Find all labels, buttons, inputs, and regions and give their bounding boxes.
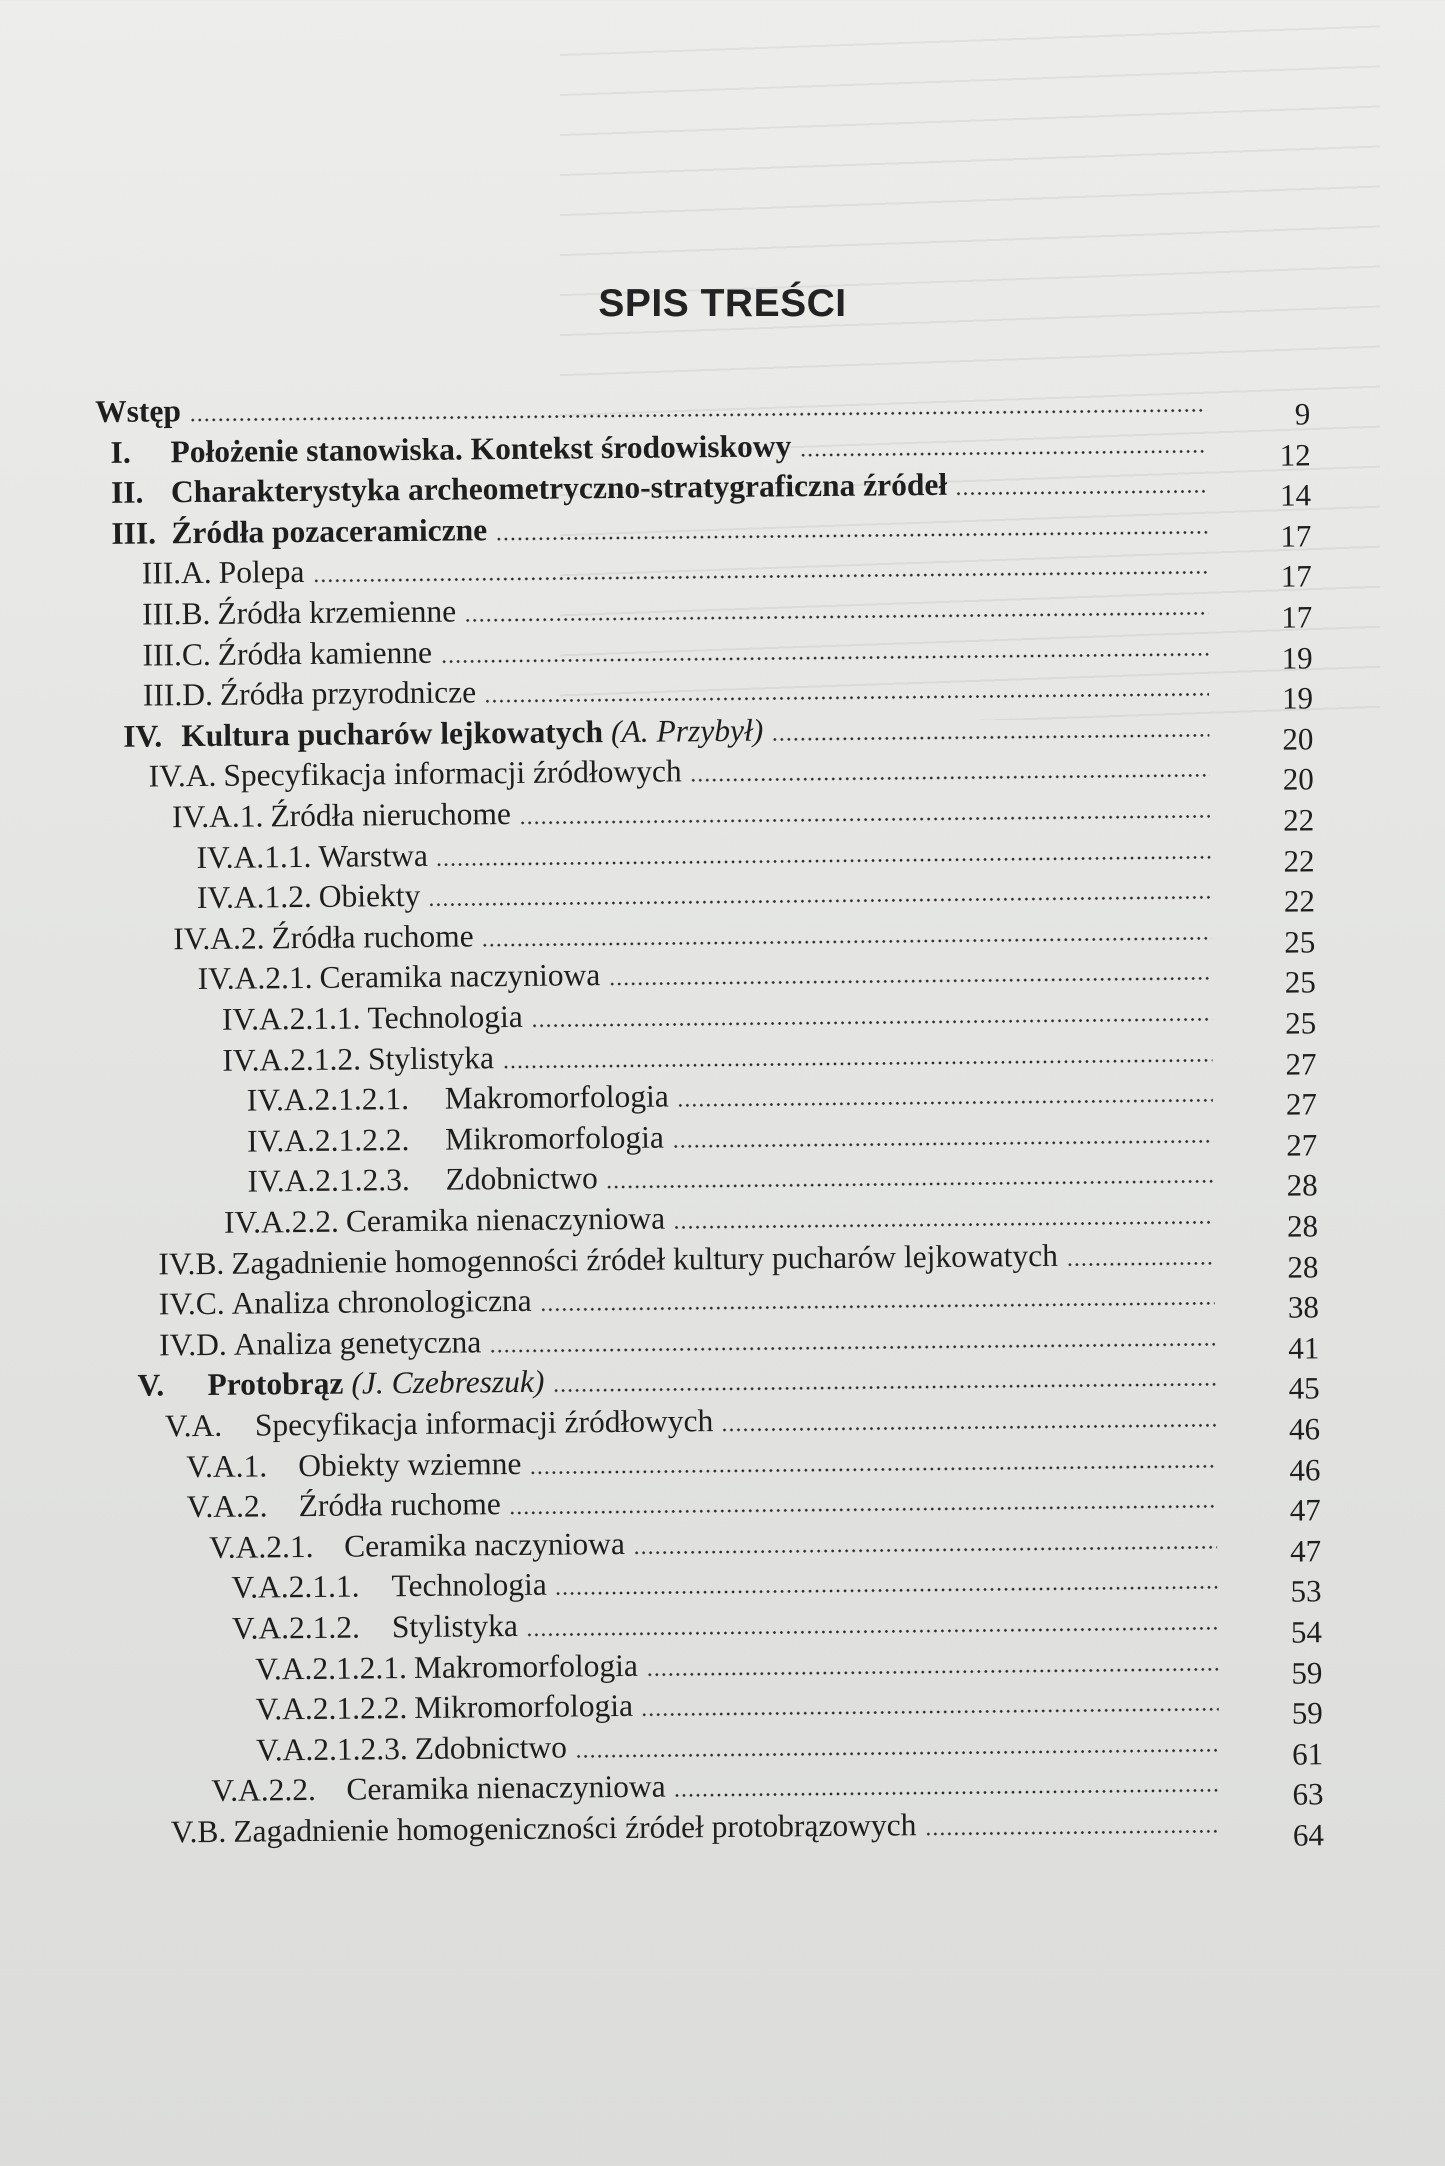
toc-entry-title: Technologia — [367, 998, 523, 1036]
dot-leader — [484, 693, 1209, 704]
toc-entry-label — [247, 1077, 669, 1121]
toc-entry-label — [255, 1686, 633, 1730]
dot-leader — [674, 1789, 1220, 1798]
dot-leader — [552, 1383, 1215, 1393]
toc-page-number: 28 — [1287, 1248, 1319, 1285]
toc-page-number: 28 — [1286, 1167, 1318, 1203]
toc-entry-title: Zdobnictwo — [414, 1729, 568, 1766]
toc-page-number: 27 — [1286, 1127, 1318, 1163]
toc-entry-label — [186, 1444, 521, 1487]
dot-leader — [672, 1139, 1213, 1148]
toc-page-number: 27 — [1285, 1045, 1317, 1082]
toc-entry-label — [143, 673, 477, 716]
dot-leader — [526, 1626, 1218, 1637]
dot-leader — [924, 1829, 1219, 1836]
dot-leader — [189, 408, 1206, 422]
toc-entry-title: Mikromorfologia — [414, 1688, 634, 1726]
toc-entry-label — [187, 1484, 501, 1527]
toc-page-number: 14 — [1279, 477, 1312, 513]
toc-entry-title: Wstęp — [95, 393, 182, 429]
toc-page-number: 46 — [1288, 1411, 1321, 1447]
toc-entry-number: IV.A.2.1.2.3. — [247, 1162, 410, 1199]
toc-entry-title: Zagadnienie homogeniczności źródeł protobrązowych — [233, 1807, 917, 1849]
toc-entry-title: Polepa — [218, 554, 305, 591]
toc-entry-number: IV.A.1.2. — [196, 879, 312, 916]
toc-entry-label — [172, 794, 511, 837]
dot-leader — [540, 1301, 1215, 1311]
toc-entry-title: Obiekty — [318, 878, 421, 915]
toc-entry-title: Źródła ruchome — [271, 918, 474, 956]
toc-entry-number: IV.A.1. — [171, 798, 264, 835]
toc-page-number: 38 — [1287, 1289, 1320, 1325]
toc-entry-number: V.A. — [164, 1407, 223, 1444]
toc-entry-title: Analiza genetyczna — [233, 1324, 482, 1362]
toc-entry-number: IV.C. — [158, 1285, 225, 1322]
toc-entry-title: Ceramika nienaczyniowa — [346, 1768, 666, 1808]
page-title: SPIS TREŚCI — [598, 282, 847, 325]
toc-entry-number: IV.A.1.1. — [196, 838, 312, 875]
dot-leader — [313, 571, 1208, 584]
toc-entry-title: Źródła kamienne — [217, 634, 433, 672]
dot-leader — [677, 1098, 1213, 1107]
toc-entry-title: Ceramika nienaczyniowa — [345, 1200, 666, 1239]
dot-leader — [440, 652, 1208, 663]
toc-page-number: 17 — [1281, 599, 1313, 635]
toc-entry-label — [197, 876, 421, 918]
toc-entry-title: Technologia — [391, 1567, 547, 1604]
toc-entry-label — [173, 916, 474, 959]
toc-entry-title: Zdobnictwo — [445, 1160, 598, 1198]
toc-entry-title: Makromorfologia — [444, 1078, 669, 1116]
toc-entry-number: V. — [137, 1367, 165, 1404]
dot-leader — [436, 855, 1211, 866]
toc-entry-title: Źródła pozaceramiczne — [171, 512, 488, 551]
toc-entry-label — [95, 391, 181, 432]
dot-leader — [555, 1586, 1218, 1596]
toc-entry-title: Mikromorfologia — [445, 1119, 665, 1157]
dot-leader — [529, 1464, 1216, 1475]
dot-leader — [771, 733, 1209, 741]
table-of-contents — [0, 379, 1445, 1953]
toc-entry-author: (A. Przybył) — [610, 712, 764, 749]
dot-leader — [531, 1017, 1212, 1028]
dot-leader — [673, 1220, 1214, 1229]
toc-entry-title: Zagadnienie homogenności źródeł kultury pucharów lejkowatych — [231, 1237, 1059, 1281]
toc-entry-label — [222, 997, 523, 1040]
toc-entry-title: Stylistyka — [391, 1607, 519, 1645]
toc-entry-number: IV.A.2.1.1. — [221, 1000, 361, 1037]
toc-entry-number: IV.A.2.1.2.2. — [247, 1121, 410, 1159]
toc-entry-label — [159, 1322, 482, 1365]
toc-entry-title: Charakterystyka archeometryczno-stratygraficzna źródeł — [170, 467, 948, 510]
dot-leader — [690, 774, 1210, 783]
toc-page-number: 17 — [1280, 558, 1312, 595]
toc-entry-label — [232, 1606, 518, 1649]
toc-entry-title: Kultura pucharów lejkowatych — [181, 713, 604, 753]
toc-page-number: 54 — [1290, 1614, 1323, 1650]
dot-leader — [641, 1707, 1219, 1717]
toc-entry-label — [209, 1524, 625, 1568]
toc-entry-number: V.A.2.1.1. — [231, 1568, 360, 1606]
dot-leader — [502, 1058, 1212, 1069]
toc-entry-number: V.A.2.2. — [211, 1772, 317, 1809]
toc-entry-number: I. — [110, 434, 131, 470]
dot-leader — [489, 1342, 1215, 1353]
dot-leader — [955, 490, 1207, 496]
toc-page-number: 41 — [1288, 1330, 1320, 1366]
toc-entry-number: III.C. — [142, 636, 211, 673]
toc-entry-label — [247, 1159, 598, 1202]
toc-entry-number: V.A.2.1.2. — [231, 1609, 361, 1646]
toc-entry-number: III.B. — [141, 595, 211, 632]
toc-entry-label — [255, 1645, 638, 1689]
toc-page-number: 47 — [1290, 1533, 1322, 1569]
toc-entry-title: Ceramika naczyniowa — [319, 957, 601, 996]
toc-page-number: 64 — [1292, 1817, 1325, 1853]
toc-entry-label — [142, 552, 305, 594]
toc-entry-number: V.A.2. — [186, 1488, 268, 1525]
toc-entry-title: Położenie stanowiska. Kontekst środowiskowy — [170, 427, 792, 469]
toc-entry-title: Źródła nieruchome — [270, 796, 512, 834]
dot-leader — [721, 1423, 1216, 1432]
toc-page-number: 25 — [1284, 1005, 1317, 1041]
toc-entry-number: III.D. — [142, 677, 214, 713]
toc-page-number: 59 — [1291, 1695, 1323, 1731]
toc-page-number: 59 — [1291, 1654, 1323, 1691]
toc-entry-number: V.A.2.1. — [208, 1528, 314, 1565]
toc-page-number: 27 — [1285, 1086, 1318, 1122]
toc-entry-title: Stylistyka — [367, 1039, 495, 1077]
toc-entry-number: IV.D. — [158, 1326, 228, 1363]
toc-entry-number: IV.A.2.2. — [223, 1203, 340, 1240]
toc-entry-number: V.A.2.1.2.3. — [255, 1730, 408, 1768]
dot-leader — [1066, 1261, 1214, 1266]
toc-entry-title: Źródła krzemienne — [217, 593, 457, 631]
toc-entry-number: IV.B. — [158, 1245, 225, 1282]
toc-entry-label — [165, 1401, 714, 1446]
toc-page-number: 22 — [1283, 842, 1315, 879]
toc-page-number: 25 — [1284, 924, 1316, 960]
toc-page-number: 45 — [1288, 1370, 1320, 1406]
toc-page-number: 25 — [1284, 964, 1316, 1000]
toc-entry-number: IV.A.2.1. — [197, 960, 313, 997]
toc-page-number: 20 — [1282, 761, 1314, 798]
dot-leader — [633, 1545, 1217, 1555]
toc-entry-number: II. — [110, 474, 144, 511]
toc-entry-number: IV.A.2. — [173, 920, 265, 957]
toc-entry-title: Źródła przyrodnicze — [219, 674, 477, 713]
toc-entry-number: IV.A.2.1.2.1. — [246, 1081, 410, 1118]
toc-entry-number: IV.A. — [148, 758, 217, 794]
toc-entry-number: III.A. — [141, 555, 212, 591]
dot-leader — [482, 936, 1212, 947]
dot-leader — [509, 1504, 1217, 1515]
toc-entry-label — [142, 632, 432, 675]
toc-page-number: 28 — [1286, 1208, 1319, 1244]
dot-leader — [608, 977, 1211, 987]
toc-entry-title: Ceramika naczyniowa — [343, 1525, 625, 1564]
toc-page-number: 61 — [1291, 1736, 1324, 1772]
toc-entry-title: Protobrąz — [207, 1366, 344, 1403]
toc-page-number: 53 — [1290, 1573, 1322, 1609]
toc-entry-author: (J. Czebreszuk) — [351, 1364, 545, 1401]
toc-page-number: 63 — [1292, 1776, 1324, 1812]
toc-page-number: 17 — [1280, 518, 1312, 554]
toc-entry-number: V.A.1. — [186, 1447, 268, 1484]
toc-entry-label — [111, 510, 487, 554]
toc-entry-label — [231, 1565, 547, 1608]
toc-entry-title: Analiza chronologiczna — [231, 1283, 532, 1321]
toc-entry-number: III. — [111, 515, 157, 551]
toc-entry-label — [211, 1767, 666, 1811]
dot-leader — [495, 530, 1207, 541]
toc-entry-title: Warstwa — [318, 837, 428, 874]
toc-entry-number: V.A.2.1.2.2. — [255, 1690, 408, 1727]
dot-leader — [575, 1748, 1219, 1758]
dot-leader — [464, 611, 1208, 622]
toc-entry-label — [149, 752, 682, 797]
toc-entry-label — [196, 835, 428, 877]
toc-entry-number: IV. — [123, 718, 163, 754]
toc-entry-label — [256, 1727, 567, 1770]
toc-page-number: 9 — [1294, 396, 1311, 432]
toc-entry-title: Źródła ruchome — [298, 1486, 501, 1524]
toc-entry-label — [142, 592, 456, 635]
dot-leader — [646, 1667, 1218, 1676]
toc-entry-label — [137, 1362, 544, 1406]
dot-leader — [519, 814, 1210, 825]
toc-page-number: 46 — [1289, 1451, 1321, 1488]
toc-entry-title: Obiekty wziemne — [298, 1445, 522, 1483]
toc-entry-number: IV.A.2.1.2. — [222, 1041, 362, 1078]
toc-page-number: 19 — [1281, 639, 1313, 676]
toc-entry-label — [222, 1038, 494, 1081]
toc-entry-number: V.A.2.1.2.1. — [255, 1649, 408, 1687]
toc-page-number: 22 — [1283, 883, 1316, 919]
toc-entry-title: Specyfikacja informacji źródłowych — [254, 1403, 714, 1443]
toc-entry-title: Makromorfologia — [413, 1647, 639, 1685]
toc-entry-label — [197, 956, 600, 1000]
toc-entry-title: Specyfikacja informacji źródłowych — [223, 753, 682, 794]
toc-entry-label — [224, 1199, 666, 1243]
toc-page-number: 19 — [1281, 680, 1314, 716]
dot-leader — [606, 1180, 1214, 1190]
dot-leader — [799, 449, 1206, 457]
toc-entry-label — [159, 1281, 532, 1325]
dot-leader — [428, 895, 1211, 907]
toc-entry-label — [247, 1117, 664, 1161]
toc-page-number: 20 — [1282, 721, 1314, 757]
toc-entry-label — [123, 710, 763, 756]
toc-entry-number: V.B. — [170, 1813, 227, 1850]
toc-page-number: 22 — [1282, 802, 1315, 838]
toc-entry-label — [171, 1805, 917, 1852]
toc-entry-label — [110, 426, 791, 473]
toc-page-number: 12 — [1279, 436, 1311, 473]
toc-page-number: 47 — [1289, 1492, 1321, 1528]
